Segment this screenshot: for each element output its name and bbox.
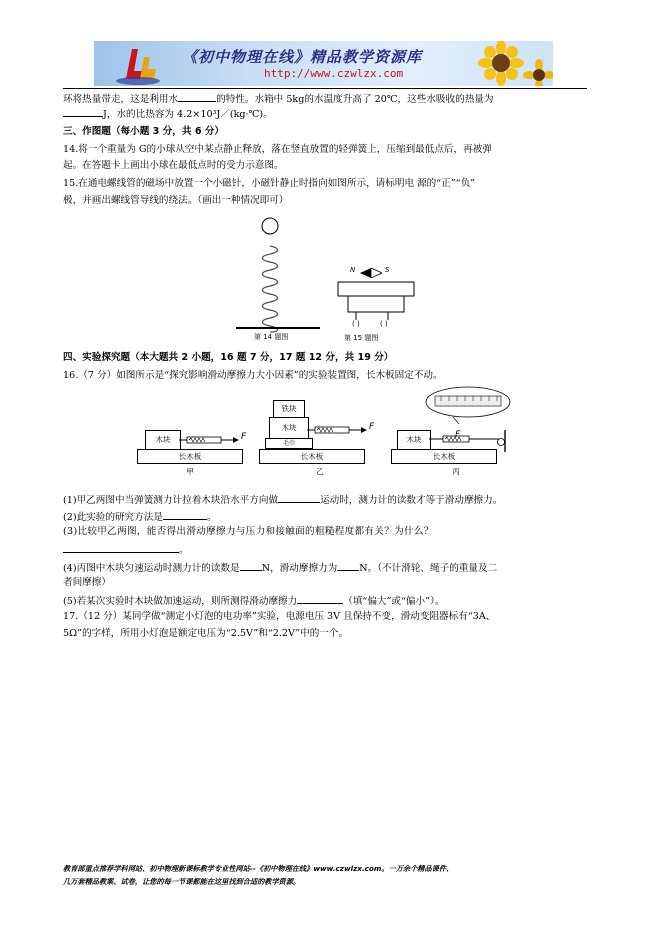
answer-blank[interactable] bbox=[178, 92, 216, 102]
q16-intro: 16.（7 分）如图所示是“探究影响滑动摩擦力大小因素”的实验装置图，长木板固定不动。 bbox=[63, 370, 443, 381]
q14-line2: 起。在答题卡上画出小球在最低点时的受力示意图。 bbox=[63, 160, 284, 171]
q14-line1: 14.将一个重量为 G的小球从空中某点静止释放，落在竖直放置的轻弹簧上，压缩到最低点后，再被弹 bbox=[63, 144, 492, 155]
label-jia: 甲 bbox=[186, 467, 194, 476]
spring-scale-icon bbox=[179, 434, 239, 446]
q13-line2: J，水的比热容为 4.2×10³J／(kg·℃)。 bbox=[63, 107, 593, 121]
iron-block: 铁块 bbox=[273, 400, 305, 418]
wood-block: 木块 bbox=[269, 417, 309, 439]
answer-blank[interactable] bbox=[337, 561, 359, 571]
banner-url: http://www.czwlzx.com bbox=[264, 67, 404, 80]
q15-line1: 15.在通电螺线管的磁场中放置一个小磁针，小磁针静止时指向如图所示，请标明电 源的“正”“负” bbox=[63, 178, 476, 189]
section4-heading: 四、实验探究题（本大题共 2 小题，16 题 7 分，17 题 12 分，共 19 分） bbox=[63, 352, 394, 363]
long-board: 长木板 bbox=[137, 449, 243, 464]
header-rule bbox=[63, 88, 587, 89]
figure-14 bbox=[232, 214, 324, 344]
q15-line2: 极，并画出螺线管导线的绕法。（画出一种情况即可） bbox=[63, 195, 289, 206]
q16-1: (1)甲乙两图中当弹簧测力计拉着木块沿水平方向做 运动时，测力计的读数才等于滑动摩擦力。 bbox=[63, 495, 503, 506]
banner-title: 《初中物理在线》精品教学资源库 bbox=[182, 48, 423, 66]
q16-3: (3)比较甲乙两图，能否得出滑动摩擦力与压力和接触面的粗糙程度都有关？为什么？ bbox=[63, 526, 434, 537]
answer-blank[interactable] bbox=[297, 594, 343, 604]
footer-line2: 几万套精品教案、试卷，让您的每一节课都能在这里找到合适的教学资源。 bbox=[63, 877, 301, 886]
footer-line1: 教育部重点推荐学科网站、初中物理新课标教学专业性网站--《初中物理在线》www.czwlzx.com。一万余个精品课件、 bbox=[63, 864, 454, 873]
section3-heading: 三、作图题（每小题 3 分，共 6 分） bbox=[63, 126, 225, 137]
header-banner bbox=[94, 41, 553, 86]
terminal-right[interactable]: ( ) bbox=[380, 320, 388, 328]
scale-magnified-icon bbox=[423, 386, 513, 426]
figure-14-caption: 第 14 题图 bbox=[254, 333, 289, 341]
solenoid-diagram bbox=[334, 280, 420, 326]
wood-block: 木块 bbox=[397, 430, 431, 450]
label-yi: 乙 bbox=[316, 467, 324, 476]
figure-16 bbox=[133, 386, 518, 484]
q16-5: (5)若某次实验时木块做加速运动，则所测得滑动摩擦力 （填“偏大”或“偏小”）。 bbox=[63, 596, 445, 607]
wood-block: 木块 bbox=[145, 430, 181, 450]
q17-line1: 17.（12 分）某同学做“测定小灯泡的电功率”实验，电源电压 3V 且保持不变，滑动变阻器标有“3A、 bbox=[63, 611, 496, 622]
answer-blank[interactable] bbox=[63, 107, 103, 117]
force-label: F bbox=[241, 432, 247, 442]
long-board: 长木板 bbox=[259, 449, 365, 464]
spring-scale-icon bbox=[307, 424, 367, 436]
needle-s-label: S bbox=[385, 266, 390, 274]
force-label: F bbox=[455, 430, 461, 440]
terminal-left[interactable]: ( ) bbox=[352, 320, 360, 328]
site-logo-icon bbox=[108, 41, 168, 86]
figure-15 bbox=[334, 266, 420, 344]
q16-3-answer: 。 bbox=[63, 543, 593, 557]
sunflower-icon bbox=[463, 41, 553, 86]
answer-blank[interactable] bbox=[240, 561, 262, 571]
q16-4: (4)丙图中木块匀速运动时测力计的读数是 N，滑动摩擦力为 N。（不计滑轮、绳子的重量及二 bbox=[63, 563, 498, 574]
q16-4-line2: 者间摩擦） bbox=[63, 577, 111, 588]
compass-needle-icon bbox=[360, 268, 382, 278]
q17-line2: 5Ω”的字样，所用小灯泡是额定电压为“2.5V”和“2.2V”中的一个。 bbox=[63, 628, 349, 639]
answer-blank[interactable] bbox=[63, 543, 179, 553]
long-board: 长木板 bbox=[391, 449, 497, 464]
spring-ball-diagram bbox=[232, 214, 324, 344]
force-label: F bbox=[369, 422, 375, 432]
answer-blank[interactable] bbox=[278, 493, 320, 503]
label-bing: 丙 bbox=[452, 467, 460, 476]
figure-15-caption: 第 15 题图 bbox=[344, 334, 379, 342]
answer-blank[interactable] bbox=[163, 510, 207, 520]
q13-line1: 环将热量带走，这是利用水 的特性。水箱中 5kg的水温度升高了 20℃，这些水吸收的热量为 bbox=[63, 94, 494, 105]
towel: 毛巾 bbox=[265, 438, 313, 449]
q16-2: (2)此实验的研究方法是 。 bbox=[63, 512, 217, 523]
needle-n-label: N bbox=[350, 266, 356, 274]
